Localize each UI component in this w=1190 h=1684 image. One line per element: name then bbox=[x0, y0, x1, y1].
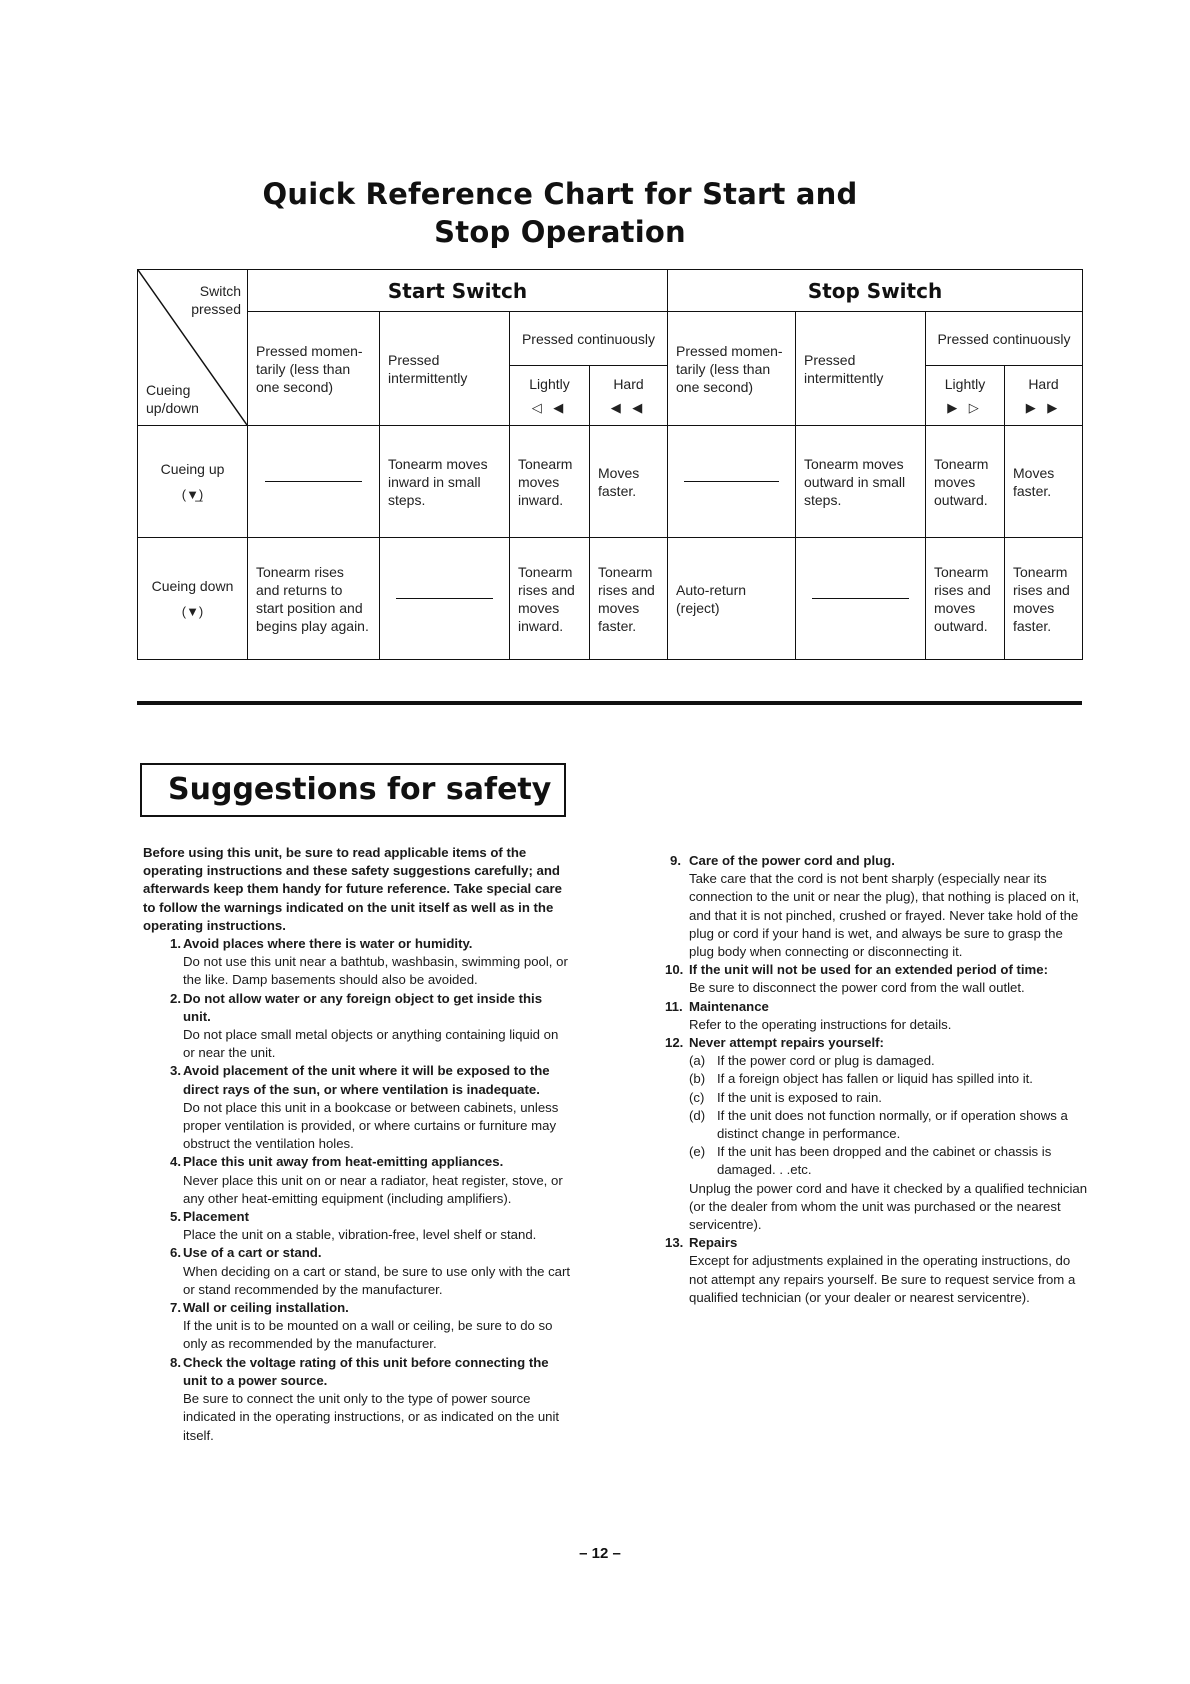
item-number: 13. bbox=[665, 1235, 684, 1251]
start-col-continuous: Pressed continuously bbox=[510, 312, 668, 366]
stop-col-lightly bbox=[926, 366, 1005, 426]
item-heading: Do not allow water or any foreign object to get inside this unit. bbox=[183, 990, 543, 1024]
safety-intro: Before using this unit, be sure to read applicable items of the operating instructions and these safety suggestions carefully; and afterwards keep them handy for future reference. Take special care to follow the warnings indicated on the unit itself as well as in the operating instructions. bbox=[143, 845, 562, 933]
table-row bbox=[138, 538, 1083, 660]
item-body: Except for adjustments explained in the operating instructions, do not attempt any repairs yourself. Be sure to request service from a qualified technician (or your dealer or nearest servicentre). bbox=[689, 1253, 1076, 1305]
item-heading: Check the voltage rating of this unit before connecting the unit to a power source. bbox=[183, 1354, 549, 1388]
stop-col-continuous: Pressed continuously bbox=[926, 312, 1083, 366]
list-item bbox=[153, 1244, 573, 1299]
start-col-intermittent: Pressed intermittently bbox=[380, 312, 510, 426]
item-number: 7. bbox=[170, 1300, 181, 1316]
up-start-intermittent: Tonearm moves inward in small steps. bbox=[380, 426, 510, 538]
up-stop-momentary-empty bbox=[668, 426, 796, 538]
list-item bbox=[153, 990, 573, 1063]
item-body: Do not place small metal objects or anything containing liquid on or near the unit. bbox=[183, 1027, 559, 1061]
item-body: Place the unit on a stable, vibration-free, level shelf or stand. bbox=[183, 1227, 537, 1243]
item-heading: Place this unit away from heat-emitting appliances. bbox=[183, 1154, 504, 1170]
dash-line bbox=[684, 481, 778, 482]
item-number: 6. bbox=[170, 1245, 181, 1261]
list-item bbox=[665, 852, 1090, 961]
cueing-down-icon: (▼) bbox=[181, 603, 204, 619]
item-heading: Avoid placement of the unit where it will be exposed to the direct rays of the sun, or where ventilation is inadequate. bbox=[183, 1063, 550, 1097]
item-number: 12. bbox=[665, 1035, 684, 1051]
item-heading: Repairs bbox=[689, 1235, 738, 1251]
sub-text: If the unit has been dropped and the cabinet or chassis is damaged. . .etc. bbox=[717, 1144, 1052, 1178]
start-col-lightly bbox=[510, 366, 590, 426]
sub-list-item bbox=[689, 1089, 1090, 1107]
up-stop-hard: Moves faster. bbox=[1005, 426, 1083, 538]
up-stop-intermittent: Tonearm moves outward in small steps. bbox=[796, 426, 926, 538]
down-stop-hard: Tonearm rises and moves faster. bbox=[1005, 538, 1083, 660]
dash-line bbox=[812, 598, 908, 599]
list-item bbox=[665, 1234, 1090, 1307]
page-number: – 12 – bbox=[579, 1545, 621, 1562]
stop-switch-header: Stop Switch bbox=[668, 270, 1083, 312]
item-number: 8. bbox=[170, 1354, 181, 1370]
sub-list-item bbox=[689, 1052, 1090, 1070]
sub-letter: (a) bbox=[689, 1053, 706, 1069]
item-body: Refer to the operating instructions for details. bbox=[689, 1016, 952, 1032]
sub-text: If the unit does not function normally, or if operation shows a distinct change in performance. bbox=[717, 1107, 1068, 1142]
corner-cueing-updown: Cueing up/down bbox=[146, 382, 199, 416]
item-heading: Avoid places where there is water or humidity. bbox=[183, 936, 473, 952]
up-start-momentary-empty bbox=[248, 426, 380, 538]
sub-list-item bbox=[689, 1143, 1090, 1179]
item-heading: Never attempt repairs yourself: bbox=[689, 1035, 884, 1051]
item-body: Be sure to disconnect the power cord from the wall outlet. bbox=[689, 980, 1025, 996]
item-heading: Placement bbox=[183, 1209, 249, 1225]
start-col-momentary: Pressed momen-tarily (less than one second) bbox=[248, 312, 380, 426]
item-body: Be sure to connect the unit only to the type of power source indicated in the operating instructions, or as indicated on the unit itself. bbox=[183, 1391, 560, 1443]
safety-left-column bbox=[143, 844, 573, 1445]
row-cueing-down-label: Cueing down bbox=[151, 577, 234, 594]
list-item bbox=[153, 1208, 573, 1244]
item-number: 1. bbox=[170, 936, 181, 952]
item-body: Do not use this unit near a bathtub, washbasin, swimming pool, or the like. Damp basements should also be avoided. bbox=[183, 954, 568, 988]
sub-letter: (e) bbox=[689, 1144, 706, 1160]
down-stop-intermittent-empty bbox=[796, 538, 926, 660]
down-start-momentary: Tonearm rises and returns to start position and begins play again. bbox=[248, 538, 380, 660]
item-number: 2. bbox=[170, 990, 181, 1006]
cueing-up-icon: (▼̲) bbox=[181, 486, 204, 502]
rewind-light-icon: ◁ ◀ bbox=[531, 399, 568, 415]
down-stop-lightly: Tonearm rises and moves outward. bbox=[926, 538, 1005, 660]
item-body: When deciding on a cart or stand, be sure to use only with the cart or stand recommended by the manufacturer. bbox=[183, 1263, 571, 1297]
rewind-hard-icon: ◀ ◀ bbox=[610, 399, 647, 415]
sub-letter: (b) bbox=[689, 1071, 706, 1087]
list-item bbox=[153, 1062, 573, 1153]
dash-line bbox=[265, 481, 363, 482]
item-body: Take care that the cord is not bent sharply (especially near its connection to the unit or near the plug), that nothing is placed on it, and that it is not pinched, crushed or frayed. Never take hold of the plug or cord if your hand is wet, and always be sure to grasp the plug body when connecting or disconnecting it. bbox=[689, 871, 1080, 960]
safety-right-column bbox=[665, 852, 1090, 1307]
up-stop-lightly: Tonearm moves outward. bbox=[926, 426, 1005, 538]
page-title bbox=[250, 175, 870, 251]
title-line-2: Stop Operation bbox=[434, 215, 686, 249]
item-heading: Wall or ceiling installation. bbox=[183, 1300, 349, 1316]
item-number: 5. bbox=[170, 1209, 181, 1225]
row-cueing-down bbox=[138, 538, 248, 660]
item-number: 10. bbox=[665, 962, 684, 978]
stop-col-momentary: Pressed momen-tarily (less than one second) bbox=[668, 312, 796, 426]
safety-heading: Suggestions for safety bbox=[140, 763, 566, 817]
list-item bbox=[153, 1153, 573, 1208]
list-item bbox=[153, 1354, 573, 1445]
row-cueing-up-label: Cueing up bbox=[160, 460, 225, 477]
section-divider bbox=[137, 701, 1082, 705]
item-number: 9. bbox=[670, 853, 681, 868]
repairs-note: Unplug the power cord and have it checked by a qualified technician (or the dealer from whom the unit was purchased or the nearest servicentre). bbox=[689, 1180, 1088, 1233]
item-body: Do not place this unit in a bookcase or between cabinets, unless proper ventilation is provided, or where curtains or furniture may obstruct the ventilation holes. bbox=[183, 1099, 559, 1152]
sub-letter: (d) bbox=[689, 1107, 706, 1123]
chart-corner-cell bbox=[138, 270, 248, 426]
item-heading: If the unit will not be used for an extended period of time: bbox=[689, 962, 1049, 978]
item-body: Never place this unit on or near a radiator, heat register, stove, or any other heat-emitting equipment (including amplifiers). bbox=[183, 1172, 563, 1206]
title-line-1: Quick Reference Chart for Start and bbox=[262, 177, 858, 211]
item-number: 11. bbox=[665, 998, 683, 1014]
sub-text: If a foreign object has fallen or liquid has spilled into it. bbox=[717, 1071, 1033, 1087]
up-start-lightly: Tonearm moves inward. bbox=[510, 426, 590, 538]
list-item bbox=[665, 961, 1090, 997]
down-stop-momentary: Auto-return (reject) bbox=[668, 538, 796, 660]
item-number: 4. bbox=[170, 1154, 181, 1170]
start-col-hard bbox=[590, 366, 668, 426]
sub-list-item bbox=[689, 1070, 1090, 1088]
quick-reference-chart bbox=[137, 269, 1083, 660]
list-item bbox=[153, 1299, 573, 1354]
start-lightly-label: Lightly bbox=[529, 375, 570, 392]
start-switch-header: Start Switch bbox=[248, 270, 668, 312]
stop-col-hard bbox=[1005, 366, 1083, 426]
down-start-intermittent-empty bbox=[380, 538, 510, 660]
stop-hard-label: Hard bbox=[1028, 375, 1059, 392]
down-start-lightly: Tonearm rises and moves inward. bbox=[510, 538, 590, 660]
dash-line bbox=[396, 598, 492, 599]
sub-text: If the unit is exposed to rain. bbox=[717, 1089, 882, 1105]
item-number: 3. bbox=[170, 1063, 181, 1079]
item-body: If the unit is to be mounted on a wall or ceiling, be sure to do so only as recommended by the manufacturer. bbox=[183, 1318, 553, 1352]
forward-light-icon: ▶ ▷ bbox=[947, 399, 983, 415]
down-start-hard: Tonearm rises and moves faster. bbox=[590, 538, 668, 660]
item-heading: Care of the power cord and plug. bbox=[689, 853, 895, 868]
item-heading: Use of a cart or stand. bbox=[183, 1245, 322, 1261]
table-row bbox=[138, 426, 1083, 538]
row-cueing-up bbox=[138, 426, 248, 538]
corner-switch-pressed: Switch pressed bbox=[191, 283, 241, 317]
list-item bbox=[153, 935, 573, 990]
up-start-hard: Moves faster. bbox=[590, 426, 668, 538]
sub-list-item bbox=[689, 1107, 1090, 1143]
stop-lightly-label: Lightly bbox=[944, 375, 986, 392]
list-item bbox=[665, 998, 1090, 1034]
start-hard-label: Hard bbox=[613, 375, 644, 392]
sub-letter: (c) bbox=[689, 1089, 705, 1105]
list-item bbox=[665, 1034, 1090, 1234]
sub-text: If the power cord or plug is damaged. bbox=[717, 1053, 935, 1069]
forward-hard-icon: ▶ ▶ bbox=[1025, 399, 1062, 415]
item-heading: Maintenance bbox=[689, 998, 769, 1014]
stop-col-intermittent: Pressed intermittently bbox=[796, 312, 926, 426]
